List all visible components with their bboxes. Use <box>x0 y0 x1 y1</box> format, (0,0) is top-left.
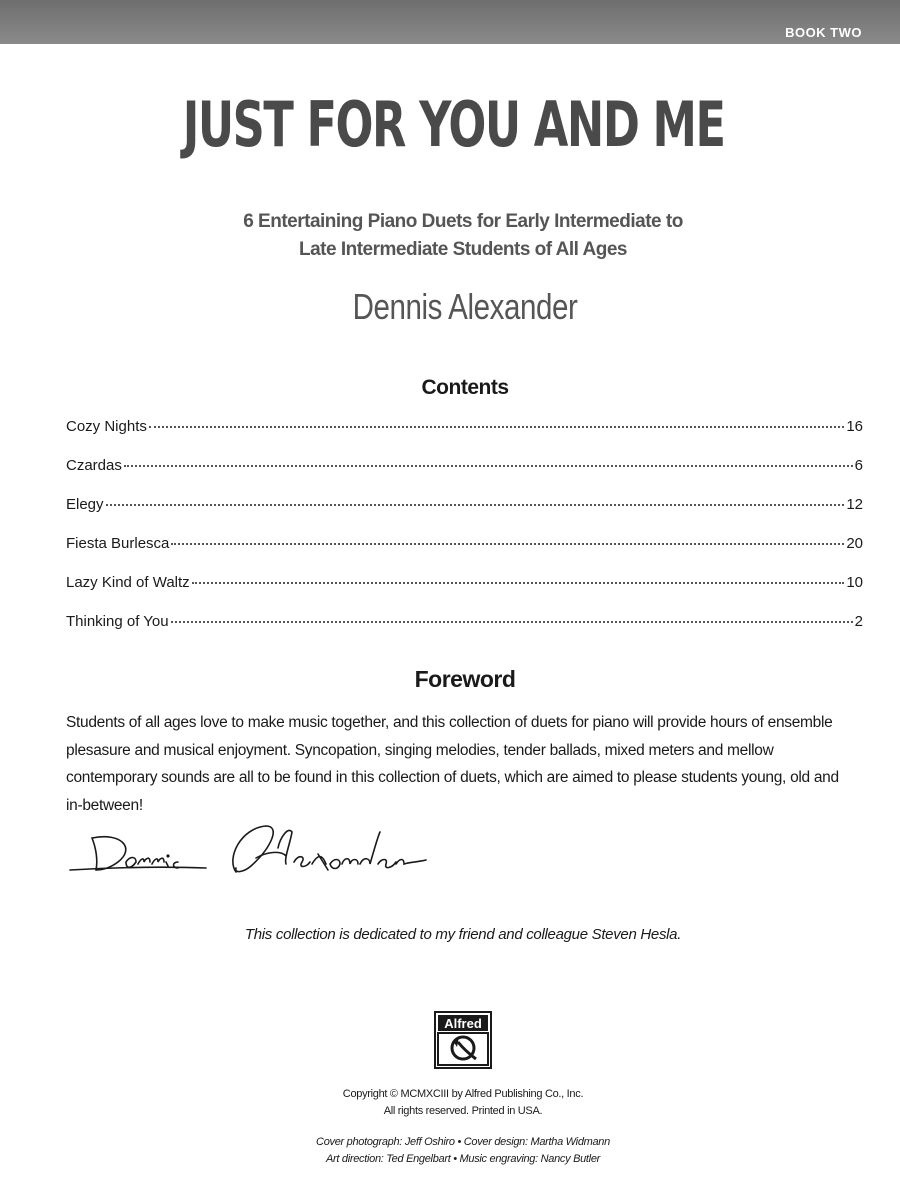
alfred-logo-icon <box>434 1011 492 1069</box>
credits-line: Cover photograph: Jeff Oshiro • Cover design: Martha Widmann <box>316 1136 610 1148</box>
toc-row <box>66 613 863 652</box>
copyright-line: All rights reserved. Printed in USA. <box>383 1105 543 1117</box>
toc-title: Thinking of You <box>66 613 169 630</box>
header-bar <box>0 0 900 44</box>
copyright <box>0 1086 900 1120</box>
toc-leader <box>124 465 853 467</box>
toc-title: Lazy Kind of Waltz <box>66 574 190 591</box>
alfred-logo-text: Alfred <box>444 1016 482 1031</box>
toc-row <box>66 535 863 574</box>
signature <box>66 818 446 893</box>
toc-title: Elegy <box>66 496 104 513</box>
credits-line: Art direction: Ted Engelbart • Music engraving: Nancy Butler <box>325 1153 601 1165</box>
foreword-heading: Foreword <box>414 666 516 692</box>
book-label: BOOK TWO <box>785 25 862 40</box>
dedication: This collection is dedicated to my friend and colleague Steven Hesla. <box>244 926 682 943</box>
credits <box>0 1134 900 1168</box>
toc-page: 2 <box>854 613 863 630</box>
toc-title: Cozy Nights <box>66 418 147 435</box>
toc-leader <box>171 621 853 623</box>
toc-leader <box>106 504 845 506</box>
toc-title: Czardas <box>66 457 122 474</box>
subtitle <box>0 208 900 264</box>
toc-row <box>66 457 863 496</box>
toc-leader <box>171 543 844 545</box>
toc-row <box>66 418 863 457</box>
toc-row <box>66 496 863 535</box>
toc-leader <box>192 582 845 584</box>
toc-page: 12 <box>846 496 863 513</box>
signature-graphic <box>66 818 446 888</box>
author-name: Dennis Alexander <box>352 286 578 327</box>
subtitle-line: Late Intermediate Students of All Ages <box>299 239 627 260</box>
toc-page: 16 <box>846 418 863 435</box>
toc-page: 6 <box>854 457 863 474</box>
copyright-line: Copyright © MCMXCIII by Alfred Publishing Co., Inc. <box>342 1088 584 1100</box>
subtitle-line: 6 Entertaining Piano Duets for Early Intermediate to <box>243 211 683 232</box>
toc-page: 20 <box>846 535 863 552</box>
alfred-logo <box>434 1011 492 1074</box>
toc-page: 10 <box>846 574 863 591</box>
book-title: JUST FOR YOU AND ME <box>182 88 725 161</box>
toc-row <box>66 574 863 613</box>
table-of-contents <box>66 418 863 652</box>
toc-leader <box>149 426 844 428</box>
foreword-text: Students of all ages love to make music together, and this collection of duets for piano will provide hours of ensemble plesasure and musical enjoyment. Syncopation, singing melodies, tender ballads, mixed meters and mellow contemporary sounds are all to be found in this collection of duets, which are aimed to please students young, old and in-between! <box>66 714 839 814</box>
toc-title: Fiesta Burlesca <box>66 535 170 552</box>
contents-heading: Contents <box>421 376 509 399</box>
